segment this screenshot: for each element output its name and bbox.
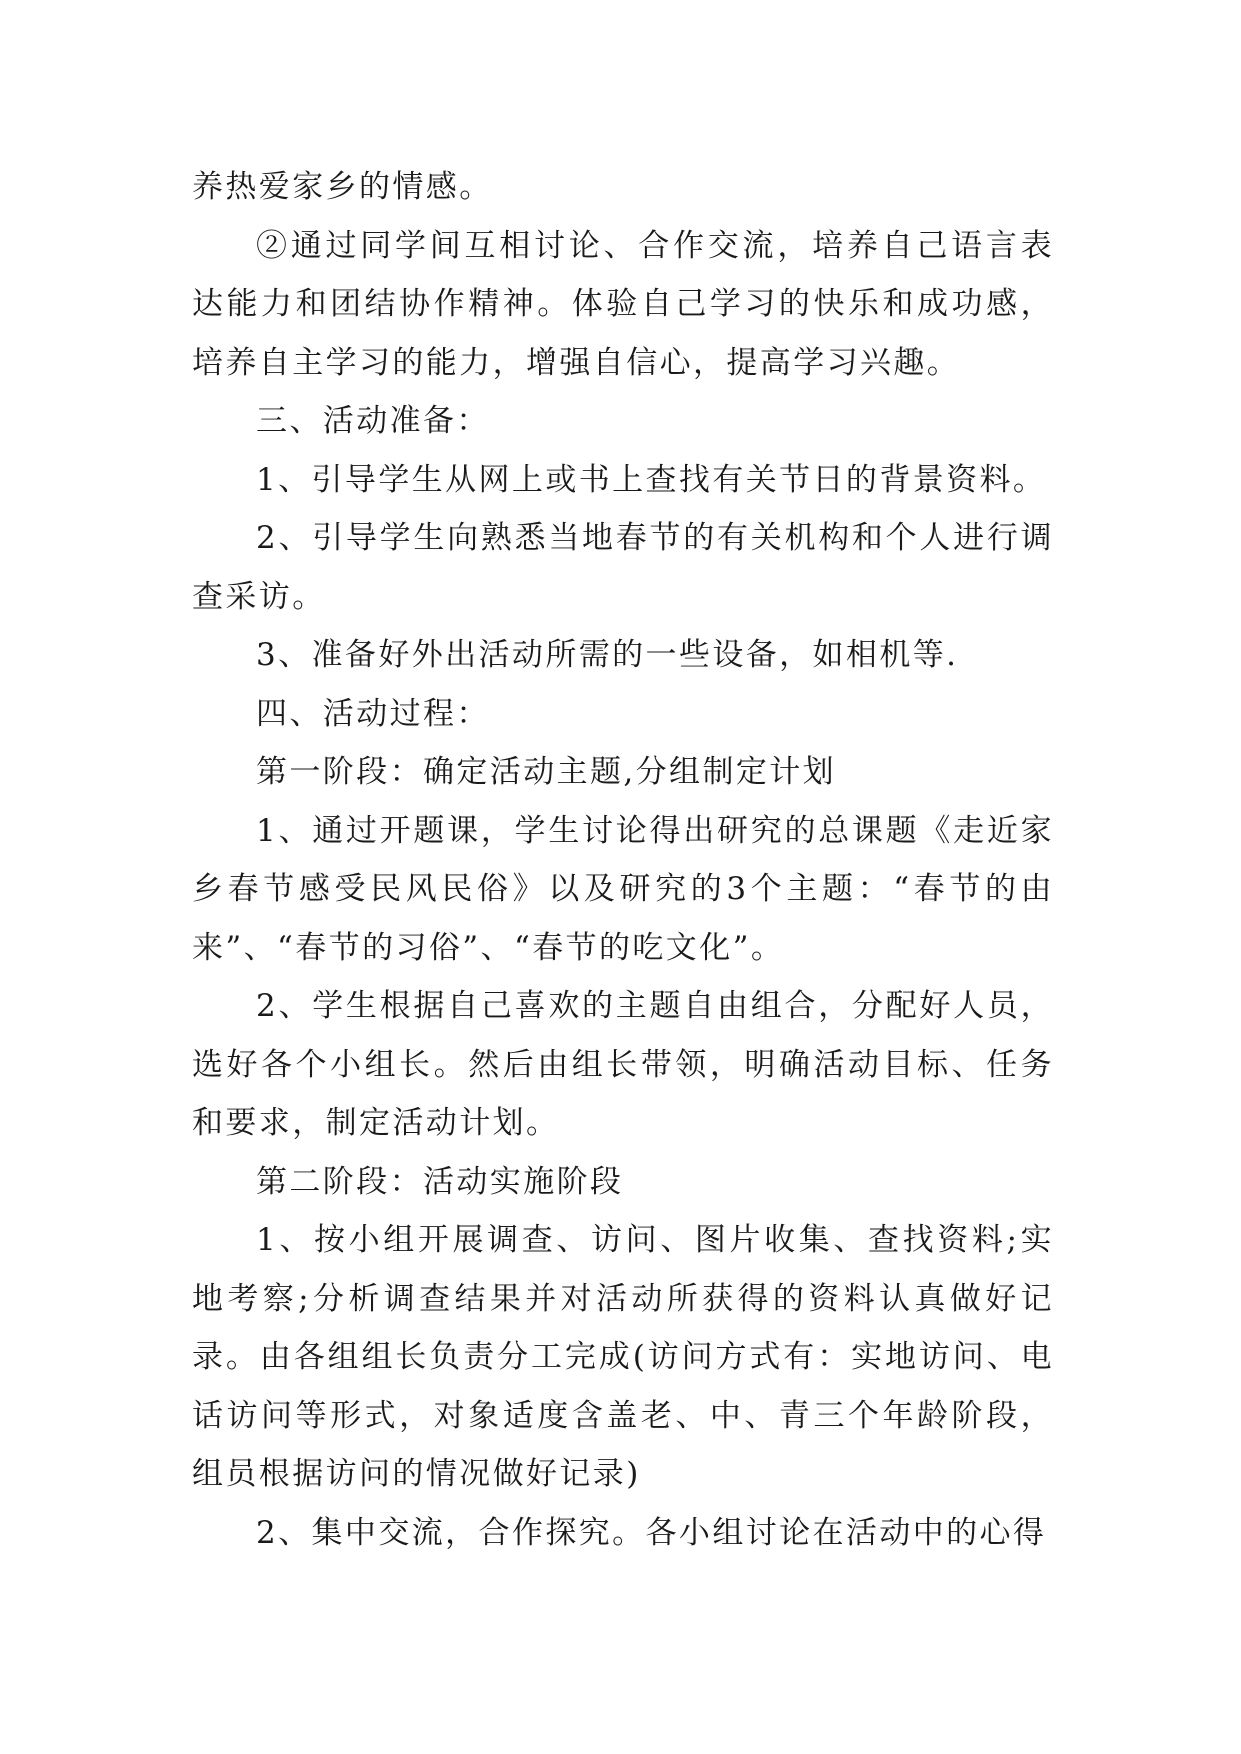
paragraph-9: 1、通过开题课，学生讨论得出研究的总课题《走近家乡春节感受民风民俗》以及研究的3个主题：“春节的由来”、“春节的习俗”、“春节的吃文化”。	[192, 812, 1054, 966]
paragraph-6: 3、准备好外出活动所需的一些设备，如相机等.	[256, 637, 959, 673]
paragraph-13: 2、集中交流，合作探究。各小组讨论在活动中的心得	[256, 1514, 1047, 1551]
section-heading-process: 四、活动过程：	[256, 695, 490, 732]
paragraph-5: 2、引导学生向熟悉当地春节的有关机构和个人进行调查采访。	[192, 520, 1054, 615]
paragraph-10: 2、学生根据自己喜欢的主题自由组合，分配好人员，选好各个小组长。然后由组长带领，明确活动目标、任务和要求，制定活动计划。	[192, 988, 1054, 1141]
paragraph-4: 1、引导学生从网上或书上查找有关节日的背景资料。	[256, 461, 1047, 498]
paragraph-2: ②通过同学间互相讨论、合作交流，培养自己语言表达能力和团结协作精神。体验自己学习的快乐和成功感，培养自主学习的能力，增强自信心，提高学习兴趣。	[192, 227, 1054, 381]
section-heading-preparation: 三、活动准备：	[256, 403, 490, 439]
paragraph-12: 1、按小组开展调查、访问、图片收集、查找资料;实地考察;分析调查结果并对活动所获得的资料认真做好记录。由各组组长负责分工完成(访问方式有：实地访问、电话访问等形式，对象适度含盖老、中、青三个年龄阶段，组员根据访问的情况做好记录)	[192, 1222, 1054, 1492]
document-body	[192, 158, 1054, 1562]
paragraph-1: 养热爱家乡的情感。	[192, 169, 493, 205]
stage-heading-1: 第一阶段：确定活动主题,分组制定计划	[256, 754, 837, 790]
stage-heading-2: 第二阶段：活动实施阶段	[256, 1163, 624, 1200]
